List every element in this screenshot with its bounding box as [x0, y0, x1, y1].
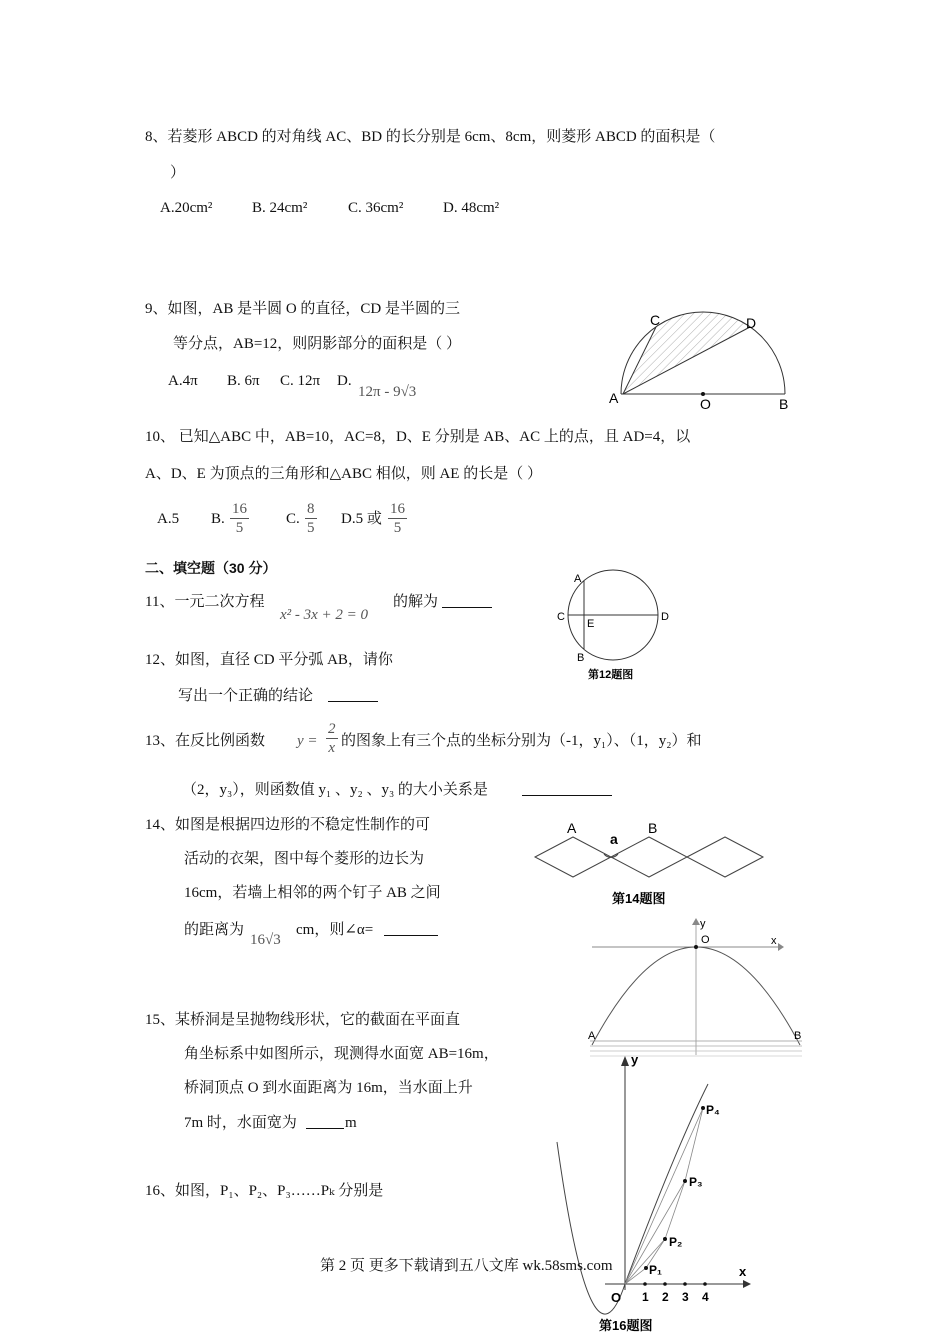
segment-op2: [625, 1239, 665, 1284]
q10-option-d-fraction: [388, 500, 407, 537]
q9-line1: 9、如图，AB 是半圆 O 的直径，CD 是半圆的三: [145, 301, 461, 317]
point-p2: [663, 1237, 667, 1241]
label-p2: P₂: [669, 1235, 683, 1249]
bridge-parabola-figure: [580, 915, 810, 1065]
fraction-numerator: 16: [232, 501, 247, 517]
q9-option-a: A.4π: [168, 373, 198, 389]
fraction-denominator: 5: [235, 520, 244, 536]
q9-option-b: B. 6π: [227, 373, 260, 389]
label-o: O: [700, 396, 711, 412]
hanger-figure: [530, 815, 775, 910]
q10-option-d: D.5 或: [341, 511, 382, 527]
x-axis-arrow: [778, 943, 784, 951]
label-o: O: [611, 1290, 622, 1305]
q11-suffix: 的解为: [393, 594, 439, 610]
fraction-denominator: 5: [393, 520, 402, 536]
label-d: D: [746, 315, 757, 331]
tick-label-3: 3: [682, 1290, 689, 1304]
rhombus-3: [687, 837, 763, 877]
q8-option-d: D. 48cm²: [443, 200, 500, 216]
q15-answer-blank[interactable]: [306, 1114, 344, 1129]
label-p1: P₁: [649, 1263, 662, 1277]
q8-close-paren: ）: [170, 165, 186, 181]
tick-3: [683, 1282, 687, 1286]
q14-answer-blank[interactable]: [384, 921, 438, 936]
parabola-curve: [557, 1084, 708, 1314]
label-c: C: [650, 312, 661, 328]
q14-line1: 14、如图是根据四边形的不稳定性制作的可: [145, 817, 431, 833]
q8-text: 8、若菱形 ABCD 的对角线 AC、BD 的长分别是 6cm、8cm，则菱形 ABCD 的面积是（: [145, 129, 716, 145]
q13-func-y: y =: [297, 733, 318, 749]
q10-line2: A、D、E 为顶点的三角形和△ABC 相似，则 AE 的长是（ ）: [145, 466, 542, 482]
y-axis-arrow: [692, 918, 700, 925]
segment-op4: [625, 1108, 703, 1284]
tick-4: [703, 1282, 707, 1286]
label-d: D: [661, 611, 669, 623]
q15-line4-suffix: m: [345, 1115, 357, 1131]
fraction-numerator: 8: [307, 501, 315, 517]
fraction-numerator: 2: [328, 721, 336, 737]
rhombus-1: [535, 837, 611, 877]
y-axis-arrow: [621, 1056, 629, 1066]
q10-option-b: B.: [211, 511, 225, 527]
parabola-points-figure: [535, 1050, 770, 1344]
q13-line2: （2，y₃），则函数值 y₁ 、y₂ 、y₃ 的大小关系是: [182, 782, 488, 798]
label-p3: P₃: [689, 1175, 703, 1189]
vertex-o-dot: [694, 945, 698, 949]
fraction-numerator: 16: [390, 501, 405, 517]
label-b: B: [779, 396, 789, 412]
q8-option-b: B. 24cm²: [252, 200, 308, 216]
label-b: B: [648, 820, 658, 836]
q11-prefix: 11、一元二次方程: [145, 594, 265, 610]
figure-caption: 第14题图: [612, 891, 666, 906]
figure-caption: 第16题图: [599, 1318, 653, 1333]
figure-caption: 第12题图: [588, 669, 634, 681]
label-x: x: [771, 935, 777, 947]
label-a: A: [574, 573, 582, 585]
q14-line4-math: 16√3: [250, 932, 281, 948]
q10-option-c-fraction: [305, 500, 317, 537]
q16-line1: 16、如图，P₁、P₂、P₃……Pₖ 分别是: [145, 1183, 384, 1199]
shaded-region: [623, 312, 750, 394]
q14-line3: 16cm，若墙上相邻的两个钉子 AB 之间: [184, 885, 441, 901]
fraction-denominator: x: [328, 740, 336, 756]
label-alpha: a: [610, 831, 618, 847]
q13-prefix: 13、在反比例函数: [145, 733, 266, 749]
label-a: A: [567, 820, 577, 836]
q14-line2: 活动的衣架，图中每个菱形的边长为: [184, 851, 425, 867]
q8-option-a: A.20cm²: [160, 200, 213, 216]
label-b: B: [577, 652, 585, 664]
page-footer: 第 2 页 更多下载请到五八文库 wk.58sms.com: [320, 1258, 613, 1274]
q11-answer-blank[interactable]: [442, 593, 492, 608]
q14-line4-prefix: 的距离为: [184, 922, 245, 938]
q9-option-d: D.: [337, 373, 352, 389]
q9-option-c: C. 12π: [280, 373, 321, 389]
point-p4: [701, 1106, 705, 1110]
tick-label-2: 2: [662, 1290, 669, 1304]
q15-line3: 桥洞顶点 O 到水面距离为 16m，当水面上升: [184, 1080, 473, 1096]
label-e: E: [587, 618, 595, 630]
q12-line1: 12、如图，直径 CD 平分弧 AB，请你: [145, 652, 393, 668]
tick-1: [643, 1282, 647, 1286]
q14-line4-suffix: cm，则∠α=: [296, 922, 374, 938]
q13-suffix: 的图象上有三个点的坐标分别为（-1，y₁）、（1，y₂）和: [341, 733, 702, 749]
fraction-denominator: 5: [307, 520, 315, 536]
label-c: C: [557, 611, 565, 623]
x-axis-arrow: [743, 1280, 751, 1288]
q15-line1: 15、某桥洞是呈抛物线形状，它的截面在平面直: [145, 1012, 461, 1028]
q13-answer-blank[interactable]: [522, 781, 612, 796]
segment-p3p4: [685, 1108, 703, 1181]
q10-option-c: C.: [286, 511, 300, 527]
label-a: A: [588, 1030, 596, 1042]
tick-label-1: 1: [642, 1290, 649, 1304]
tick-label-4: 4: [702, 1290, 709, 1304]
label-x: x: [739, 1264, 747, 1279]
q10-option-a: A.5: [157, 511, 180, 527]
label-y: y: [631, 1052, 639, 1067]
q11-equation: x² - 3x + 2 = 0: [280, 607, 369, 623]
q13-func-fraction: [326, 720, 338, 757]
q10-line1: 10、 已知△ABC 中，AB=10，AC=8，D、E 分别是 AB、AC 上的点，且 AD=4，以: [145, 429, 691, 445]
q12-answer-blank[interactable]: [328, 687, 378, 702]
q9-line2: 等分点，AB=12，则阴影部分的面积是（ ）: [173, 336, 462, 352]
q9-option-d-math: 12π - 9√3: [358, 384, 417, 400]
q10-option-b-fraction: [230, 500, 249, 537]
q15-line2: 角坐标系中如图所示，现测得水面宽 AB=16m，: [184, 1046, 499, 1062]
point-p1: [644, 1266, 648, 1270]
tick-2: [663, 1282, 667, 1286]
label-p4: P₄: [706, 1103, 720, 1117]
point-p3: [683, 1179, 687, 1183]
semicircle-figure: [600, 305, 800, 415]
label-b: B: [794, 1030, 802, 1042]
label-a: A: [609, 390, 619, 406]
circle-figure: [555, 568, 675, 683]
label-o: O: [701, 934, 710, 946]
label-y: y: [700, 918, 706, 930]
section-heading: 二、填空题（30 分）: [145, 560, 277, 576]
rhombus-2: [611, 837, 687, 877]
q8-option-c: C. 36cm²: [348, 200, 404, 216]
q15-line4-prefix: 7m 时，水面宽为: [184, 1115, 297, 1131]
q12-line2: 写出一个正确的结论: [178, 688, 314, 704]
